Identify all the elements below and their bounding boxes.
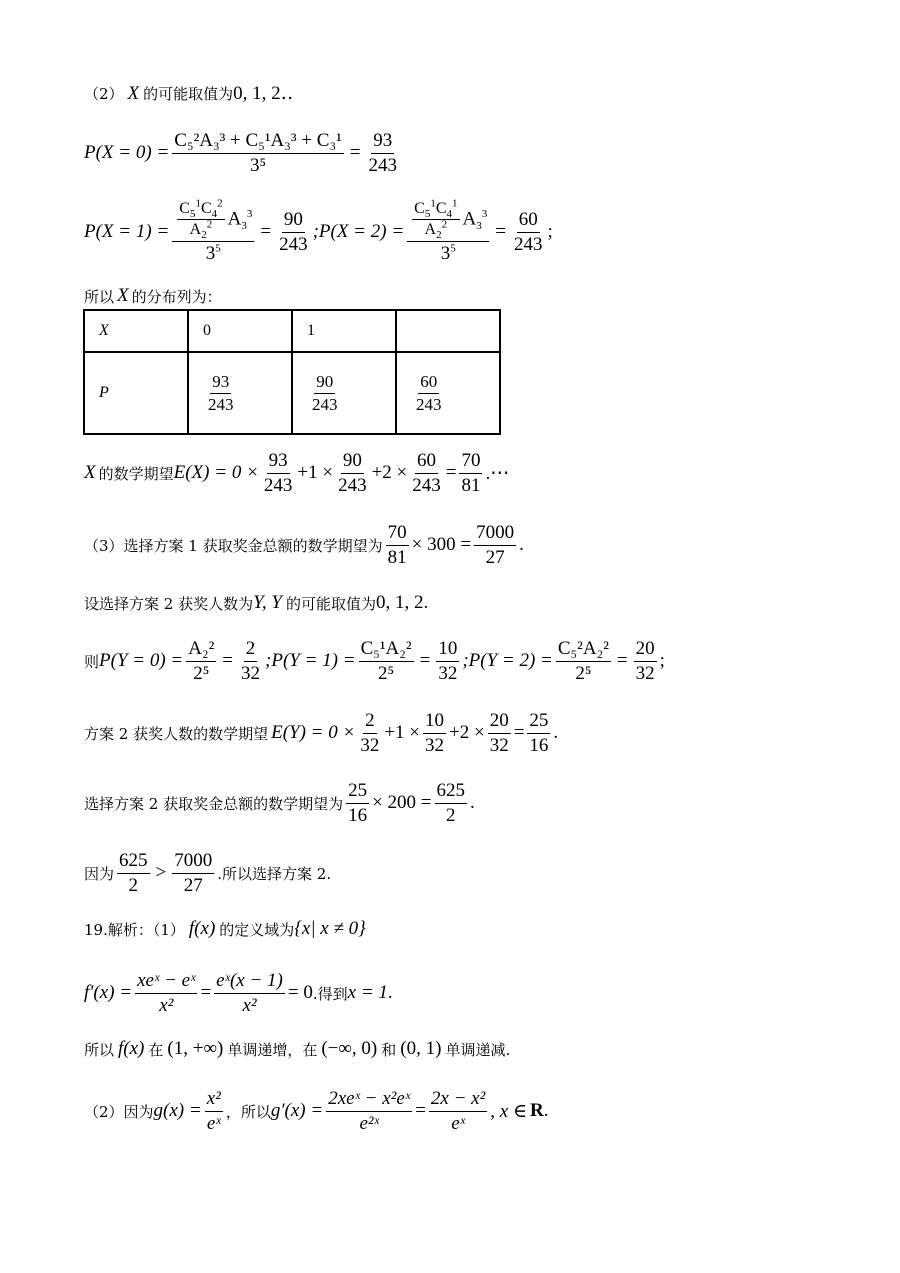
ey-tail: . [553, 722, 559, 744]
fprime-eq: = [200, 982, 212, 1004]
mono-in: 在 [148, 1040, 164, 1059]
q19-domain-set: {x| x ≠ 0} [294, 918, 366, 939]
ey-eq: = [513, 722, 525, 744]
cmp-op: > [155, 862, 167, 884]
mono-and: 和 [381, 1040, 397, 1059]
px0-lhs: P(X = 0) = [84, 142, 170, 164]
ex-text: 的数学期望 [98, 464, 174, 483]
table-row [84, 310, 500, 352]
px2-result-num: 60 [517, 209, 540, 233]
fprime-fraction2: $\frac{\text{eˣ(x − 1)}}{\text{x²}}$ [216, 970, 283, 1016]
final-dot: . [543, 1100, 549, 1122]
table-header-x: X [84, 310, 188, 352]
ey-op1: +1 × [384, 722, 421, 744]
part2-label: （2） [84, 85, 124, 103]
q19-domain [84, 918, 366, 940]
px0-numerator: C₅²A₃³ + C₅¹A₃³ + C₃¹ [172, 130, 344, 154]
get-tail: . [387, 982, 393, 1004]
q19-part2 [84, 1088, 549, 1135]
py-tail: ; [659, 650, 665, 672]
get-text: .得到 [312, 984, 348, 1003]
px0-result-num: 93 [371, 130, 394, 154]
py1-fraction: $\frac{\text{C₅¹A₂²}}{\text{2⁵}}$ [360, 638, 412, 684]
ex-eq: = [445, 462, 457, 484]
plan2-vars: Y, Y [253, 592, 282, 613]
ex-term3: $\frac{60}{243}$ [412, 450, 441, 496]
cmp-b: $\frac{7000}{27}$ [174, 850, 213, 896]
distribution-table [83, 309, 501, 435]
gprime-eq: = [415, 1100, 426, 1122]
ey-result: $\frac{25}{16}$ [529, 710, 549, 756]
px1-lhs: P(X = 1) = [84, 221, 170, 243]
possible-values-text: 的可能取值为 [143, 85, 234, 103]
fprime-lhs: f′(x) = [84, 982, 133, 1004]
px1-result-num: 90 [282, 209, 305, 233]
plan2-total-text: 选择方案 2 获取奖金总额的数学期望为 [84, 794, 344, 813]
q19-label: 19.解析：（1） [84, 920, 185, 939]
gprime-fraction1: $\frac{\text{2xeˣ − x²eˣ}}{\text{e²ˣ}}$ [328, 1088, 411, 1134]
mono-dec: 单调递减. [445, 1040, 511, 1059]
plan2-values: 0, 1, 2 [376, 592, 424, 613]
q19-monotonicity [84, 1038, 510, 1060]
x-values: 0, 1, 2‥ [233, 83, 294, 104]
table-header-empty [396, 310, 500, 352]
fprime-zero: = 0 [287, 982, 313, 1004]
px2-fraction [407, 197, 489, 265]
plan1-tail: . [519, 534, 524, 556]
table-header-1: 1 [292, 310, 396, 352]
conclusion-text: .所以选择方案 2. [217, 864, 332, 883]
reals-symbol: R [530, 1100, 544, 1122]
px2-denominator: $3^5$ [440, 242, 456, 264]
table-row-label: P [84, 352, 188, 434]
ey-term2: $\frac{10}{32}$ [425, 710, 445, 756]
plan1-fraction: $\frac{70}{81}$ [387, 522, 407, 568]
plan2-total-result: $\frac{625}{2}$ [436, 780, 466, 826]
py2-fraction: $\frac{\text{C₅²A₂²}}{\text{2⁵}}$ [557, 638, 609, 684]
plan2-total [84, 780, 475, 827]
py2-result: $\frac{20}{32}$ [635, 638, 655, 684]
gx-lhs: g(x) = [153, 1100, 202, 1122]
dist-suffix: 的分布列为： [131, 287, 222, 306]
plan2-total-tail: . [470, 792, 475, 814]
plan2-total-mult: × 200 = [372, 792, 432, 814]
q19-domain-text: 的定义域为 [219, 920, 295, 939]
ey-term1: $\frac{2}{32}$ [360, 710, 380, 756]
plan2-set-text: 设选择方案 2 获奖人数为 [84, 594, 254, 613]
var-x: X [127, 82, 140, 104]
px2-result [512, 209, 545, 256]
px2-result-den: 243 [513, 233, 543, 255]
py0-fraction: $\frac{\text{A₂²}}{\text{2⁵}}$ [188, 638, 215, 684]
dist-prefix: 所以 [84, 287, 115, 306]
ex-op2: +2 × [371, 462, 408, 484]
q19-derivative [84, 970, 393, 1017]
table-header-0: 0 [188, 310, 292, 352]
so-text: ，所以 [225, 1102, 271, 1121]
px1-result [277, 209, 310, 256]
cmp-a: $\frac{625}{2}$ [119, 850, 148, 896]
px1-denominator: $3^5$ [205, 242, 221, 264]
plan1-mult: × 300 = [411, 534, 472, 556]
px1-numerator: $\frac{C_5^1C_4^2}{A_2^2}$ $A_3^3$ [172, 200, 254, 242]
mono-int2: (−∞, 0) [321, 1038, 378, 1059]
part2-intro [84, 82, 293, 105]
ey-op2: +2 × [449, 722, 485, 744]
ey-lhs: E(Y) = 0 × [271, 722, 356, 744]
table-cell: $\frac{60}{243}$ [396, 352, 500, 434]
px0-result-den: 243 [368, 154, 397, 176]
ey-text: 方案 2 获奖人数的数学期望 [84, 724, 269, 743]
plan2-set-text2: 的可能取值为 [285, 594, 376, 613]
px1-result-den: 243 [279, 233, 308, 255]
py1-result: $\frac{10}{32}$ [438, 638, 458, 684]
then-text: 则 [84, 652, 100, 671]
ex-var: X [84, 462, 96, 484]
part3-plan1 [84, 522, 524, 569]
px2-lhs: ;P(X = 2) = [312, 221, 405, 243]
py0-lhs: P(Y = 0) = [99, 650, 184, 672]
plan2-total-fraction: $\frac{25}{16}$ [348, 780, 368, 826]
py1-lhs: ;P(Y = 1) = [265, 650, 356, 672]
gprime-lhs: g′(x) = [270, 1100, 324, 1122]
fprime-fraction1: $\frac{\text{xeˣ − eˣ}}{\text{x²}}$ [137, 970, 196, 1016]
ex-tail: .⋯ [485, 462, 510, 484]
plan2-set-y [84, 592, 428, 614]
because-text: 因为 [84, 864, 115, 883]
px0-result [366, 130, 399, 177]
comparison [84, 850, 331, 897]
px0-fraction [172, 130, 344, 177]
gprime-fraction2: $\frac{\text{2x − x²}}{\text{eˣ}}$ [430, 1088, 486, 1134]
q19-fx: f(x) [188, 918, 216, 939]
px1-fraction [172, 197, 254, 265]
table-cell: $\frac{90}{243}$ [292, 352, 396, 434]
mono-inc: 单调递增，在 [227, 1040, 318, 1059]
ex-op1: +1 × [297, 462, 334, 484]
py0-result: $\frac{2}{32}$ [241, 638, 261, 684]
mono-int1: (1, +∞) [167, 1038, 224, 1059]
ex-lhs: E(X) = 0 × [173, 462, 259, 484]
table-row [84, 352, 500, 434]
px2-numerator: $\frac{C_5^1C_4^1}{A_2^2}$ $A_3^3$ [407, 200, 489, 242]
ey-term3: $\frac{20}{32}$ [489, 710, 509, 756]
px0-formula: P(X = 0) = $\frac{\text{C₅²A₃³ + C₅¹A₃³ + C₃¹}}{\text{3⁵}}$ = $\frac{93}{243}$ [84, 130, 397, 176]
plan1-result: $\frac{7000}{27}$ [476, 522, 515, 568]
mono-prefix: 所以 [84, 1040, 115, 1059]
gx-fraction: $\frac{\text{x²}}{\text{eˣ}}$ [206, 1088, 221, 1134]
mono-int3: (0, 1) [400, 1038, 442, 1059]
table-cell: $\frac{93}{243}$ [188, 352, 292, 434]
ex-term1: $\frac{93}{243}$ [263, 450, 293, 496]
mono-fx: f(x) [118, 1038, 145, 1059]
plan2-set-tail: . [423, 592, 429, 613]
get-eq: x = 1 [347, 982, 388, 1004]
part3-label: （3）选择方案 1 获取奖金总额的数学期望为 [84, 536, 383, 555]
py-formulas: 则 P(Y = 0) = $\frac{\text{A₂²}}{\text{2⁵}}$ = $\frac{2}{32}$ ;P(Y = 1) = $\frac{\text{C₅¹A₂²}}{\text{2⁵}}$ = $\frac{10}{32}$ ;P(Y = 2) = $\frac{\text{C₅²A₂²}}{\text{2⁵}}$ = $\frac{20}{32}$ ; [84, 638, 665, 684]
px0-denominator: 3⁵ [249, 154, 267, 176]
py2-lhs: ;P(Y = 2) = [462, 650, 553, 672]
dist-var: X [117, 285, 129, 306]
px1-px2-formula: P(X = 1) = $\frac{C_5^1C_4^2}{A_2^2}$ $A_3^3$ $3^5$ = $\frac{90}{243}$ ;P(X = 2) = $\frac{C_5^1C_4^1}{A_2^2}$ $A_3^3$ $3^5$ = $\frac{60}{243}$ ; [84, 197, 553, 264]
expectation-x [84, 450, 509, 497]
expectation-y [84, 710, 558, 757]
ex-term2: $\frac{90}{243}$ [338, 450, 367, 496]
ex-result: $\frac{70}{81}$ [461, 450, 481, 496]
q19-p2-label: （2）因为 [84, 1102, 154, 1121]
gprime-tail: , x ∈ [490, 1100, 528, 1122]
distribution-label [84, 285, 222, 307]
